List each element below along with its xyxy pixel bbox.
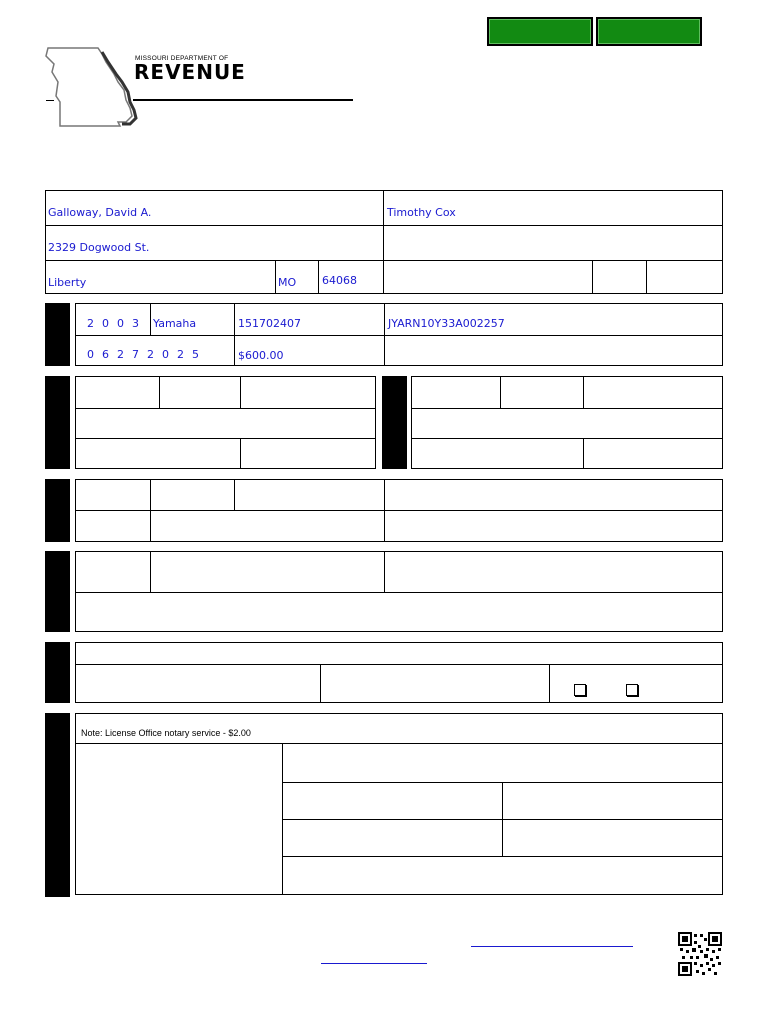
seller-city-field[interactable]: Liberty — [48, 276, 87, 289]
section-bar-6 — [45, 642, 70, 703]
checkbox-no[interactable] — [626, 684, 638, 696]
checkbox-yes[interactable] — [574, 684, 586, 696]
left-info-box — [75, 376, 376, 469]
title-number-field[interactable]: 151702407 — [238, 317, 301, 330]
qr-code-icon — [678, 932, 722, 976]
section-bar-right — [382, 376, 407, 469]
footer-link-2[interactable] — [321, 963, 427, 964]
sale-date-field[interactable]: 0 6 2 7 2 0 2 5 — [87, 348, 199, 361]
footer-link-1[interactable] — [471, 946, 633, 947]
vehicle-make-field[interactable]: Yamaha — [153, 317, 197, 330]
vehicle-year-field[interactable]: 2 0 0 3 — [87, 317, 139, 330]
agency-big-text: REVENUE — [134, 60, 246, 84]
agency-small-text: MISSOURI DEPARTMENT OF — [135, 55, 229, 62]
section-bar-4 — [45, 479, 70, 542]
seller-state-field[interactable]: MO — [278, 276, 297, 289]
notary-note: Note: License Office notary service - $2.00 — [81, 728, 251, 738]
missouri-state-logo — [40, 44, 140, 128]
buyer-name-field[interactable]: Timothy Cox — [387, 206, 456, 219]
print-button[interactable] — [487, 17, 593, 46]
section-bar-vehicle — [45, 303, 70, 366]
section-bar-left — [45, 376, 70, 469]
section-bar-5 — [45, 551, 70, 632]
logo-dash — [46, 100, 54, 101]
notary-section — [75, 713, 723, 895]
logo-underline — [133, 99, 353, 101]
seller-name-field[interactable]: Galloway, David A. — [48, 206, 152, 219]
seller-zip-field[interactable]: 64068 — [322, 274, 357, 287]
sale-price-field[interactable]: $600.00 — [238, 349, 284, 362]
seller-address-field[interactable]: 2329 Dogwood St. — [48, 241, 150, 254]
vin-field[interactable]: JYARN10Y33A002257 — [388, 317, 505, 330]
right-info-box — [411, 376, 723, 469]
reset-button[interactable] — [596, 17, 702, 46]
section-bar-notary — [45, 713, 70, 897]
